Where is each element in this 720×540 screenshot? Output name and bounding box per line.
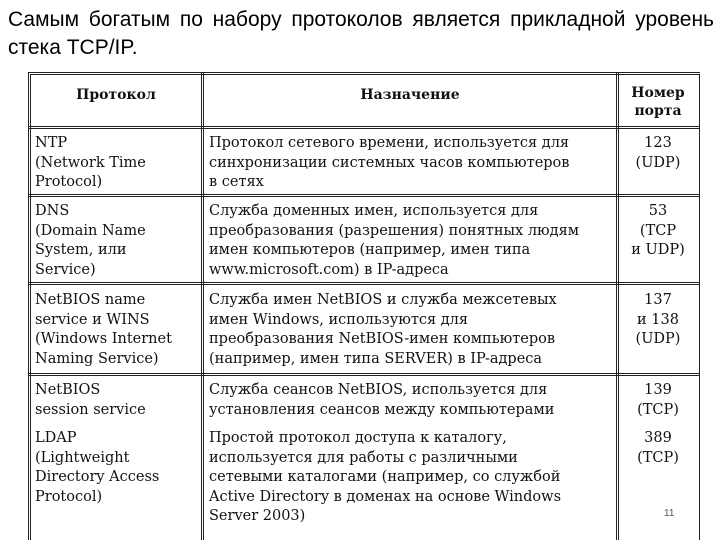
table-row-purpose: Служба доменных имен, используется для преобразования (разрешения) понятных людям имен компьютеров (например, имен типа www.microsoft.com) в IP-адреса — [209, 203, 580, 278]
slide-number: 11 — [664, 508, 675, 519]
table-row-purpose: Служба сеансов NetBIOS, используется для установления сеансов между компьютерами — [209, 382, 555, 418]
header-protocol: Протокол — [76, 87, 156, 103]
row-divider — [28, 282, 699, 285]
table-row-purpose: Протокол сетевого времени, используется для синхронизации системных часов компьютеров в сетях — [209, 135, 570, 191]
table-row-protocol: NTP (Network Time Protocol) — [35, 135, 146, 191]
table-row-port: 137 и 138 (UDP) — [635, 292, 681, 348]
table-row-protocol: NetBIOS session service — [35, 382, 146, 418]
table-row-purpose: Служба имен NetBIOS и служба межсетевых имен Windows, используются для преобразования NetBIOS-имен компьютеров (например, имен типа SERVER) в IP-адреса — [209, 292, 557, 367]
intro-text: Самым богатым по набору протоколов является прикладной уровень стека TCP/IP. — [8, 8, 714, 59]
header-divider — [28, 126, 699, 129]
protocol-table — [28, 72, 700, 540]
table-row-port: 123 (UDP) — [635, 135, 681, 171]
row-divider — [28, 373, 699, 376]
header-port: Номер порта — [631, 85, 685, 119]
row-divider — [28, 194, 699, 197]
column-divider — [616, 72, 619, 540]
header-purpose: Назначение — [360, 87, 460, 103]
table-row-purpose: Простой протокол доступа к каталогу, используется для работы с различными сетевыми каталогами (например, со службой Active Directory в доменах на основе Windows Server 2003) — [209, 430, 562, 525]
table-row-port: 139 (TCP) — [637, 382, 679, 418]
table-row-protocol: NetBIOS name service и WINS (Windows Internet Naming Service) — [35, 292, 172, 367]
column-divider — [201, 72, 204, 540]
table-row-protocol: DNS (Domain Name System, или Service) — [35, 203, 146, 278]
table-row-port: 53 (TCP и UDP) — [631, 203, 685, 259]
table-row-port: 389 (TCP) — [637, 430, 679, 466]
table-row-protocol: LDAP (Lightweight Directory Access Protocol) — [35, 430, 160, 505]
